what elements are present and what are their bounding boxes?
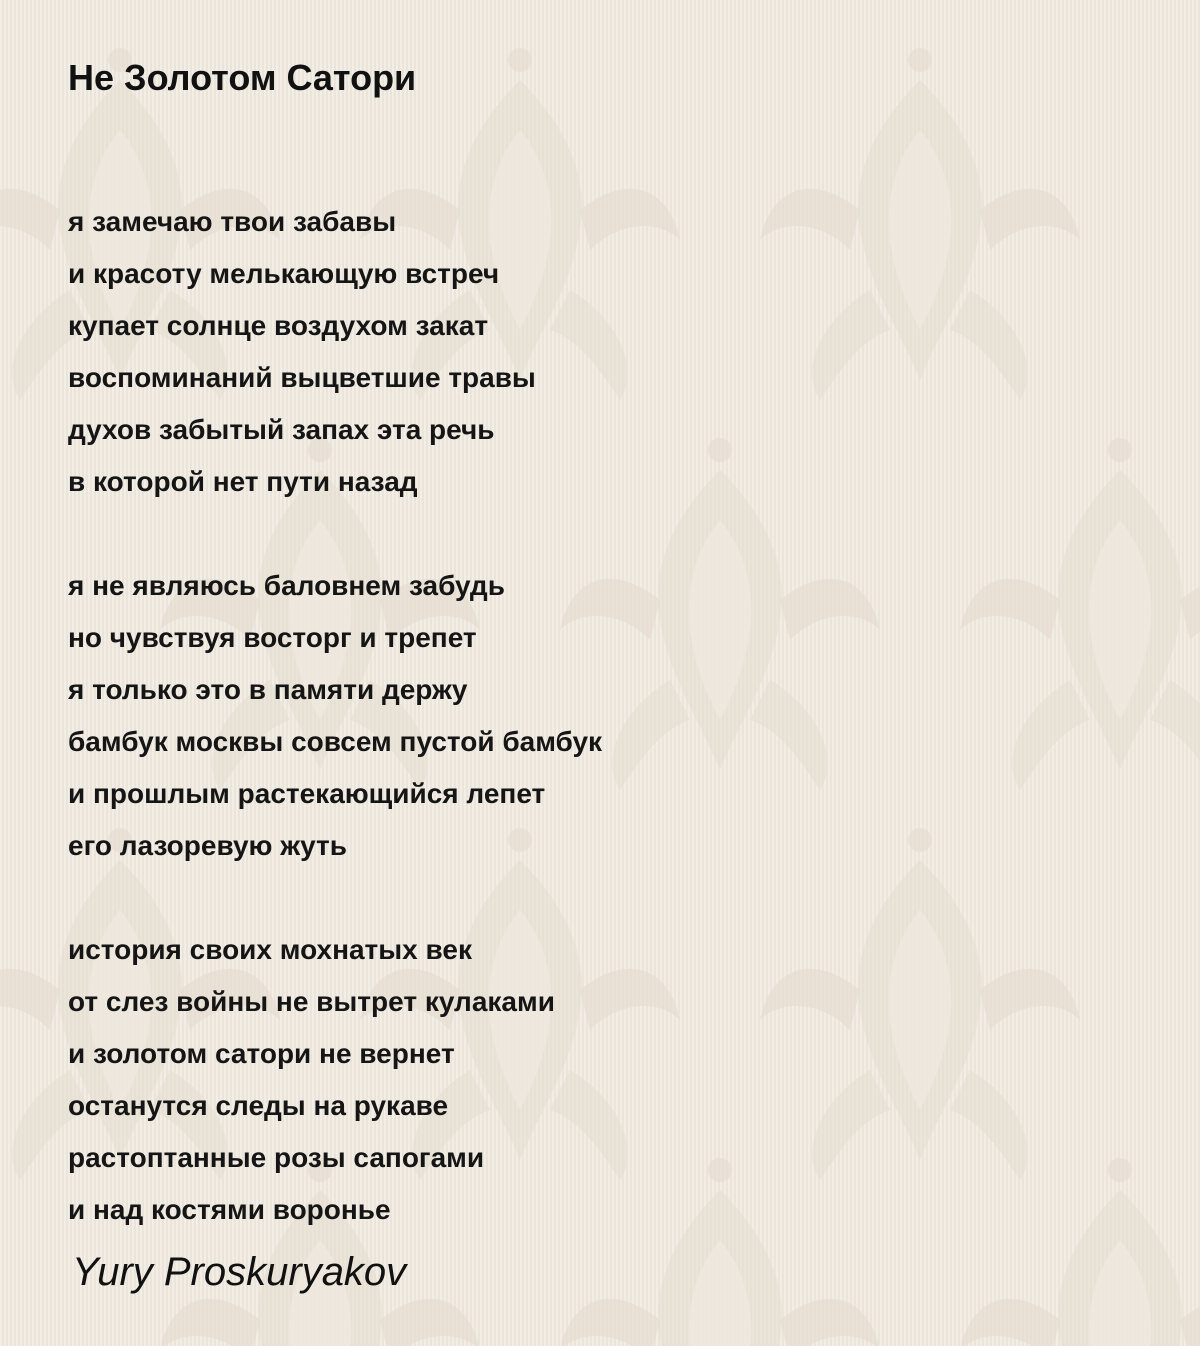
poem-line: я только это в памяти держу [68,674,468,705]
poem-line: и над костями воронье [68,1194,391,1225]
stanza-3 [68,924,1168,1236]
poem-line: духов забытый запах эта речь [68,414,495,445]
stanza-1 [68,196,1168,508]
stanza-2 [68,560,1168,872]
poem-title: Не Золотом Сатори [68,57,417,98]
poem-line: я замечаю твои забавы [68,206,397,237]
poem-line: растоптанные розы сапогами [68,1142,485,1173]
poem-line: я не являюсь баловнем забудь [68,570,505,601]
poem-line: и золотом сатори не вернет [68,1038,455,1069]
poem-line: от слез войны не вытрет кулаками [68,986,555,1017]
poem-line: история своих мохнатых век [68,934,472,965]
poem-line: останутся следы на рукаве [68,1090,449,1121]
poem-line: бамбук москвы совсем пустой бамбук [68,726,603,757]
poem-line: в которой нет пути назад [68,466,418,497]
poem-line: воспоминаний выцветшие травы [68,362,536,393]
poem-container [68,52,1168,1288]
poem-line: и красоту мелькающую встреч [68,258,500,289]
poem-line: купает солнце воздухом закат [68,310,489,341]
poem-author: Yury Proskuryakov [72,1250,407,1294]
poem-line: но чувствуя восторг и трепет [68,622,477,653]
poem-line: его лазоревую жуть [68,830,347,861]
poem-line: и прошлым растекающийся лепет [68,778,546,809]
